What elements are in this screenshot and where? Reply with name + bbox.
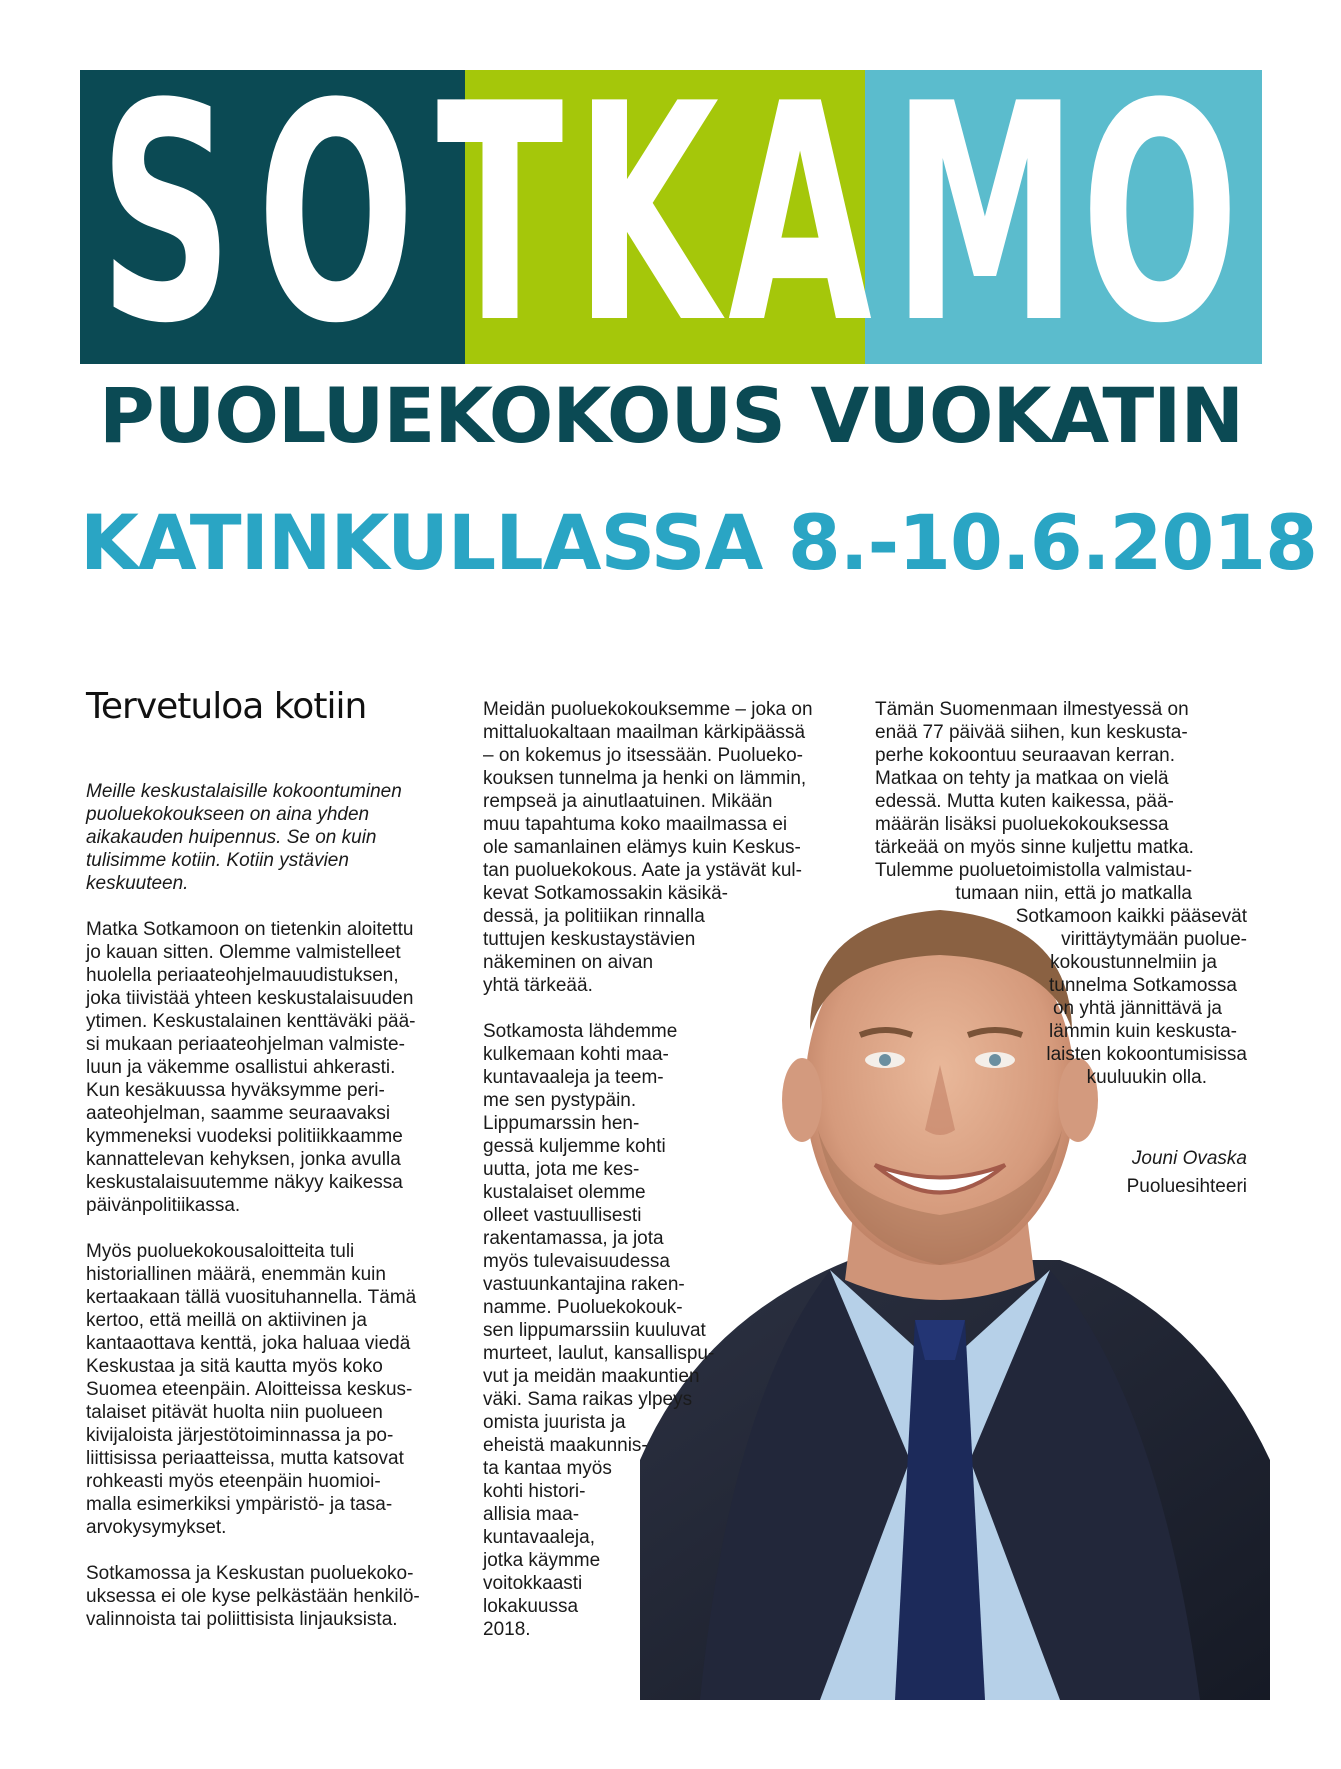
text-line: namme. Puoluekokouk- [483,1297,683,1318]
text-line: muu tapahtuma koko maailmassa ei [483,814,788,835]
text-line: keskuuteen. [86,873,189,894]
text-line: talaiset pitävät huolta niin puolueen [86,1402,383,1423]
banner-letter: S [99,70,233,364]
text-line: kymmeneksi vuodeksi politiikkaamme [86,1126,403,1147]
text-line: kannattelevan kehyksen, jonka avulla [86,1149,401,1170]
text-line: kertoo, että meillä on aktiivinen ja [86,1310,367,1331]
text-line: kokoustunnelmiin ja [1050,952,1217,973]
signature-name: Jouni Ovaska [1131,1148,1247,1169]
text-line: tumaan niin, että jo matkalla [955,883,1192,904]
signature-role: Puoluesihteeri [1126,1176,1247,1197]
text-line: enää 77 päivää siihen, kun keskusta- [875,722,1188,743]
text-line: rempseä ja ainutlaatuinen. Mikään [483,791,773,812]
text-line: Kun kesäkuussa hyväksymme peri- [86,1080,385,1101]
text-line: lämmin kuin keskusta- [1049,1021,1237,1042]
text-line: Sotkamosta lähdemme [483,1021,678,1042]
text-line: kuuluukin olla. [1086,1067,1207,1088]
text-line: laisten kokoontumisissa [1046,1044,1247,1065]
text-line: mittaluokaltaan maailman kärkipäässä [483,722,806,743]
text-line: tunnelma Sotkamossa [1049,975,1237,996]
text-line: perhe kokoontuu seuraavan kerran. [875,745,1175,766]
text-line: Sotkamoon kaikki pääsevät [1015,906,1247,927]
text-line: arvokysymykset. [86,1517,227,1538]
text-line: määrän lisäksi puoluekokouksessa [875,814,1169,835]
text-line: kevat Sotkamossakin käsikä- [483,883,728,904]
body-paragraph [483,698,853,997]
text-line: puoluekokoukseen on aina yhden [86,804,370,825]
text-line: keskustalaisuutemme näkyy kaikessa [86,1172,403,1193]
text-line: edessä. Mutta kuten kaikessa, pää- [875,791,1174,812]
text-line: Meille keskustalaisille kokoontuminen [86,781,402,802]
text-line: on yhtä jännittävä ja [1052,998,1222,1019]
text-line: tuttujen keskustaystävien [483,929,696,950]
text-line: historiallinen määrä, enemmän kuin [86,1264,386,1285]
text-line: yhtä tärkeää. [483,975,593,996]
text-line: aateohjelman, saamme seuraavaksi [86,1103,391,1124]
text-line: kertaakaan tällä vuosituhannella. Tämä [86,1287,417,1308]
banner-letter: K [574,70,720,364]
text-line: ta kantaa myös [483,1458,612,1479]
text-line: ole samanlainen elämys kuin Keskus- [483,837,801,858]
text-line: lokakuussa [483,1596,579,1617]
text-line: Keskustaa ja sitä kautta myös koko [86,1356,383,1377]
banner-letter: T [436,70,564,364]
text-line: jotka käymme [483,1550,601,1571]
banner-letter: O [256,70,416,364]
text-line: Sotkamossa ja Keskustan puoluekoko- [86,1563,414,1584]
text-line: Matkaa on tehty ja matkaa on vielä [875,768,1169,789]
text-line: tärkeää on myös sinne kuljettu matka. [875,837,1194,858]
text-line: näkeminen on aivan [483,952,654,973]
text-line: rohkeasti myös eteenpäin huomioi- [86,1471,381,1492]
text-line: Tämän Suomenmaan ilmestyessä on [875,699,1189,720]
lead-paragraph [86,780,461,895]
text-line: omista juurista ja [483,1412,626,1433]
text-line: allisia maa- [483,1504,580,1525]
text-line: joka tiivistää yhteen keskustalaisuuden [86,988,414,1009]
text-line: Myös puoluekokousaloitteita tuli [86,1241,355,1262]
article-column-1 [86,686,461,1631]
text-line: uksessa ei ole kyse pelkästään henkilö- [86,1586,420,1607]
text-line: päivänpolitiikassa. [86,1195,241,1216]
text-line: vut ja meidän maakuntien [483,1366,700,1387]
banner-letter: M [892,70,1078,364]
text-line: 2018. [483,1619,531,1640]
text-line: – on kokemus jo itsessään. Puolueko- [483,745,804,766]
text-line: ytimen. Keskustalainen kenttäväki pää- [86,1011,416,1032]
text-line: murteet, laulut, kansallispu- [483,1343,715,1364]
article-title: Tervetuloa kotiin [86,686,367,727]
signature [875,1145,1247,1201]
text-line: rakentamassa, ja jota [483,1228,664,1249]
text-line: jo kauan sitten. Olemme valmistelleet [86,942,401,963]
text-line: si mukaan periaateohjelman valmiste- [86,1034,405,1055]
text-line: kouksen tunnelma ja henki on lämmin, [483,768,807,789]
text-line: Matka Sotkamoon on tietenkin aloitettu [86,919,414,940]
text-line: dessä, ja politiikan rinnalla [483,906,705,927]
text-line: gessä kuljemme kohti [483,1136,666,1157]
text-line: uutta, jota me kes- [483,1159,640,1180]
text-line: Suomea eteenpäin. Aloitteissa keskus- [86,1379,413,1400]
text-line: virittäytymään puolue- [1061,929,1247,950]
text-line: kohti histori- [483,1481,586,1502]
text-line: Lippumarssin hen- [483,1113,640,1134]
headline-line-1: PUOLUEKOKOUS VUOKATIN [98,371,1244,460]
text-line: sen lippumarssiin kuuluvat [483,1320,706,1341]
text-line: huolella periaateohjelmauudistuksen, [86,965,399,986]
text-line: voitokkaasti [483,1573,583,1594]
text-line: kuntavaaleja, [483,1527,595,1548]
text-line: eheistä maakunnis- [483,1435,648,1456]
body-paragraph [86,918,461,1217]
article-column-2 [483,698,853,1641]
text-line: Tulemme puoluetoimistolla valmistau- [875,860,1193,881]
text-line: valinnoista tai poliittisista linjauksista. [86,1609,398,1630]
text-line: luun ja väkemme osallistui ahkerasti. [86,1057,396,1078]
article-column-3 [875,698,1247,1089]
text-line: tulisimme kotiin. Kotiin ystävien [86,850,349,871]
text-line: väki. Sama raikas ylpeys [483,1389,693,1410]
banner-letter: A [728,70,872,364]
text-line: kantaaottava kenttä, joka haluaa viedä [86,1333,411,1354]
banner-letter: O [1080,70,1240,364]
text-line: kivijaloista järjestötoiminnassa ja po- [86,1425,394,1446]
text-line: aikakauden huipennus. Se on kuin [86,827,377,848]
body-paragraph [483,1020,853,1641]
text-line: myös tulevaisuudessa [483,1251,670,1272]
banner-letters [80,70,1262,364]
text-line: vastuunkantajina raken- [483,1274,685,1295]
text-line: olleet vastuullisesti [483,1205,642,1226]
text-line: tan puoluekokous. Aate ja ystävät kul- [483,860,802,881]
text-line: kustalaiset olemme [483,1182,646,1203]
text-line: kulkemaan kohti maa- [483,1044,669,1065]
text-line: Meidän puoluekokouksemme – joka on [483,699,813,720]
text-line: malla esimerkiksi ympäristö- ja tasa- [86,1494,393,1515]
body-paragraph [86,1562,461,1631]
text-line: liittisissa periaatteissa, mutta katsovat [86,1448,404,1469]
headline-line-2: KATINKULLASSA 8.-10.6.2018 [80,498,1318,587]
text-line: me sen pystypäin. [483,1090,637,1111]
text-line: kuntavaaleja ja teem- [483,1067,664,1088]
body-paragraph [86,1240,461,1539]
title-banner [80,70,1262,364]
